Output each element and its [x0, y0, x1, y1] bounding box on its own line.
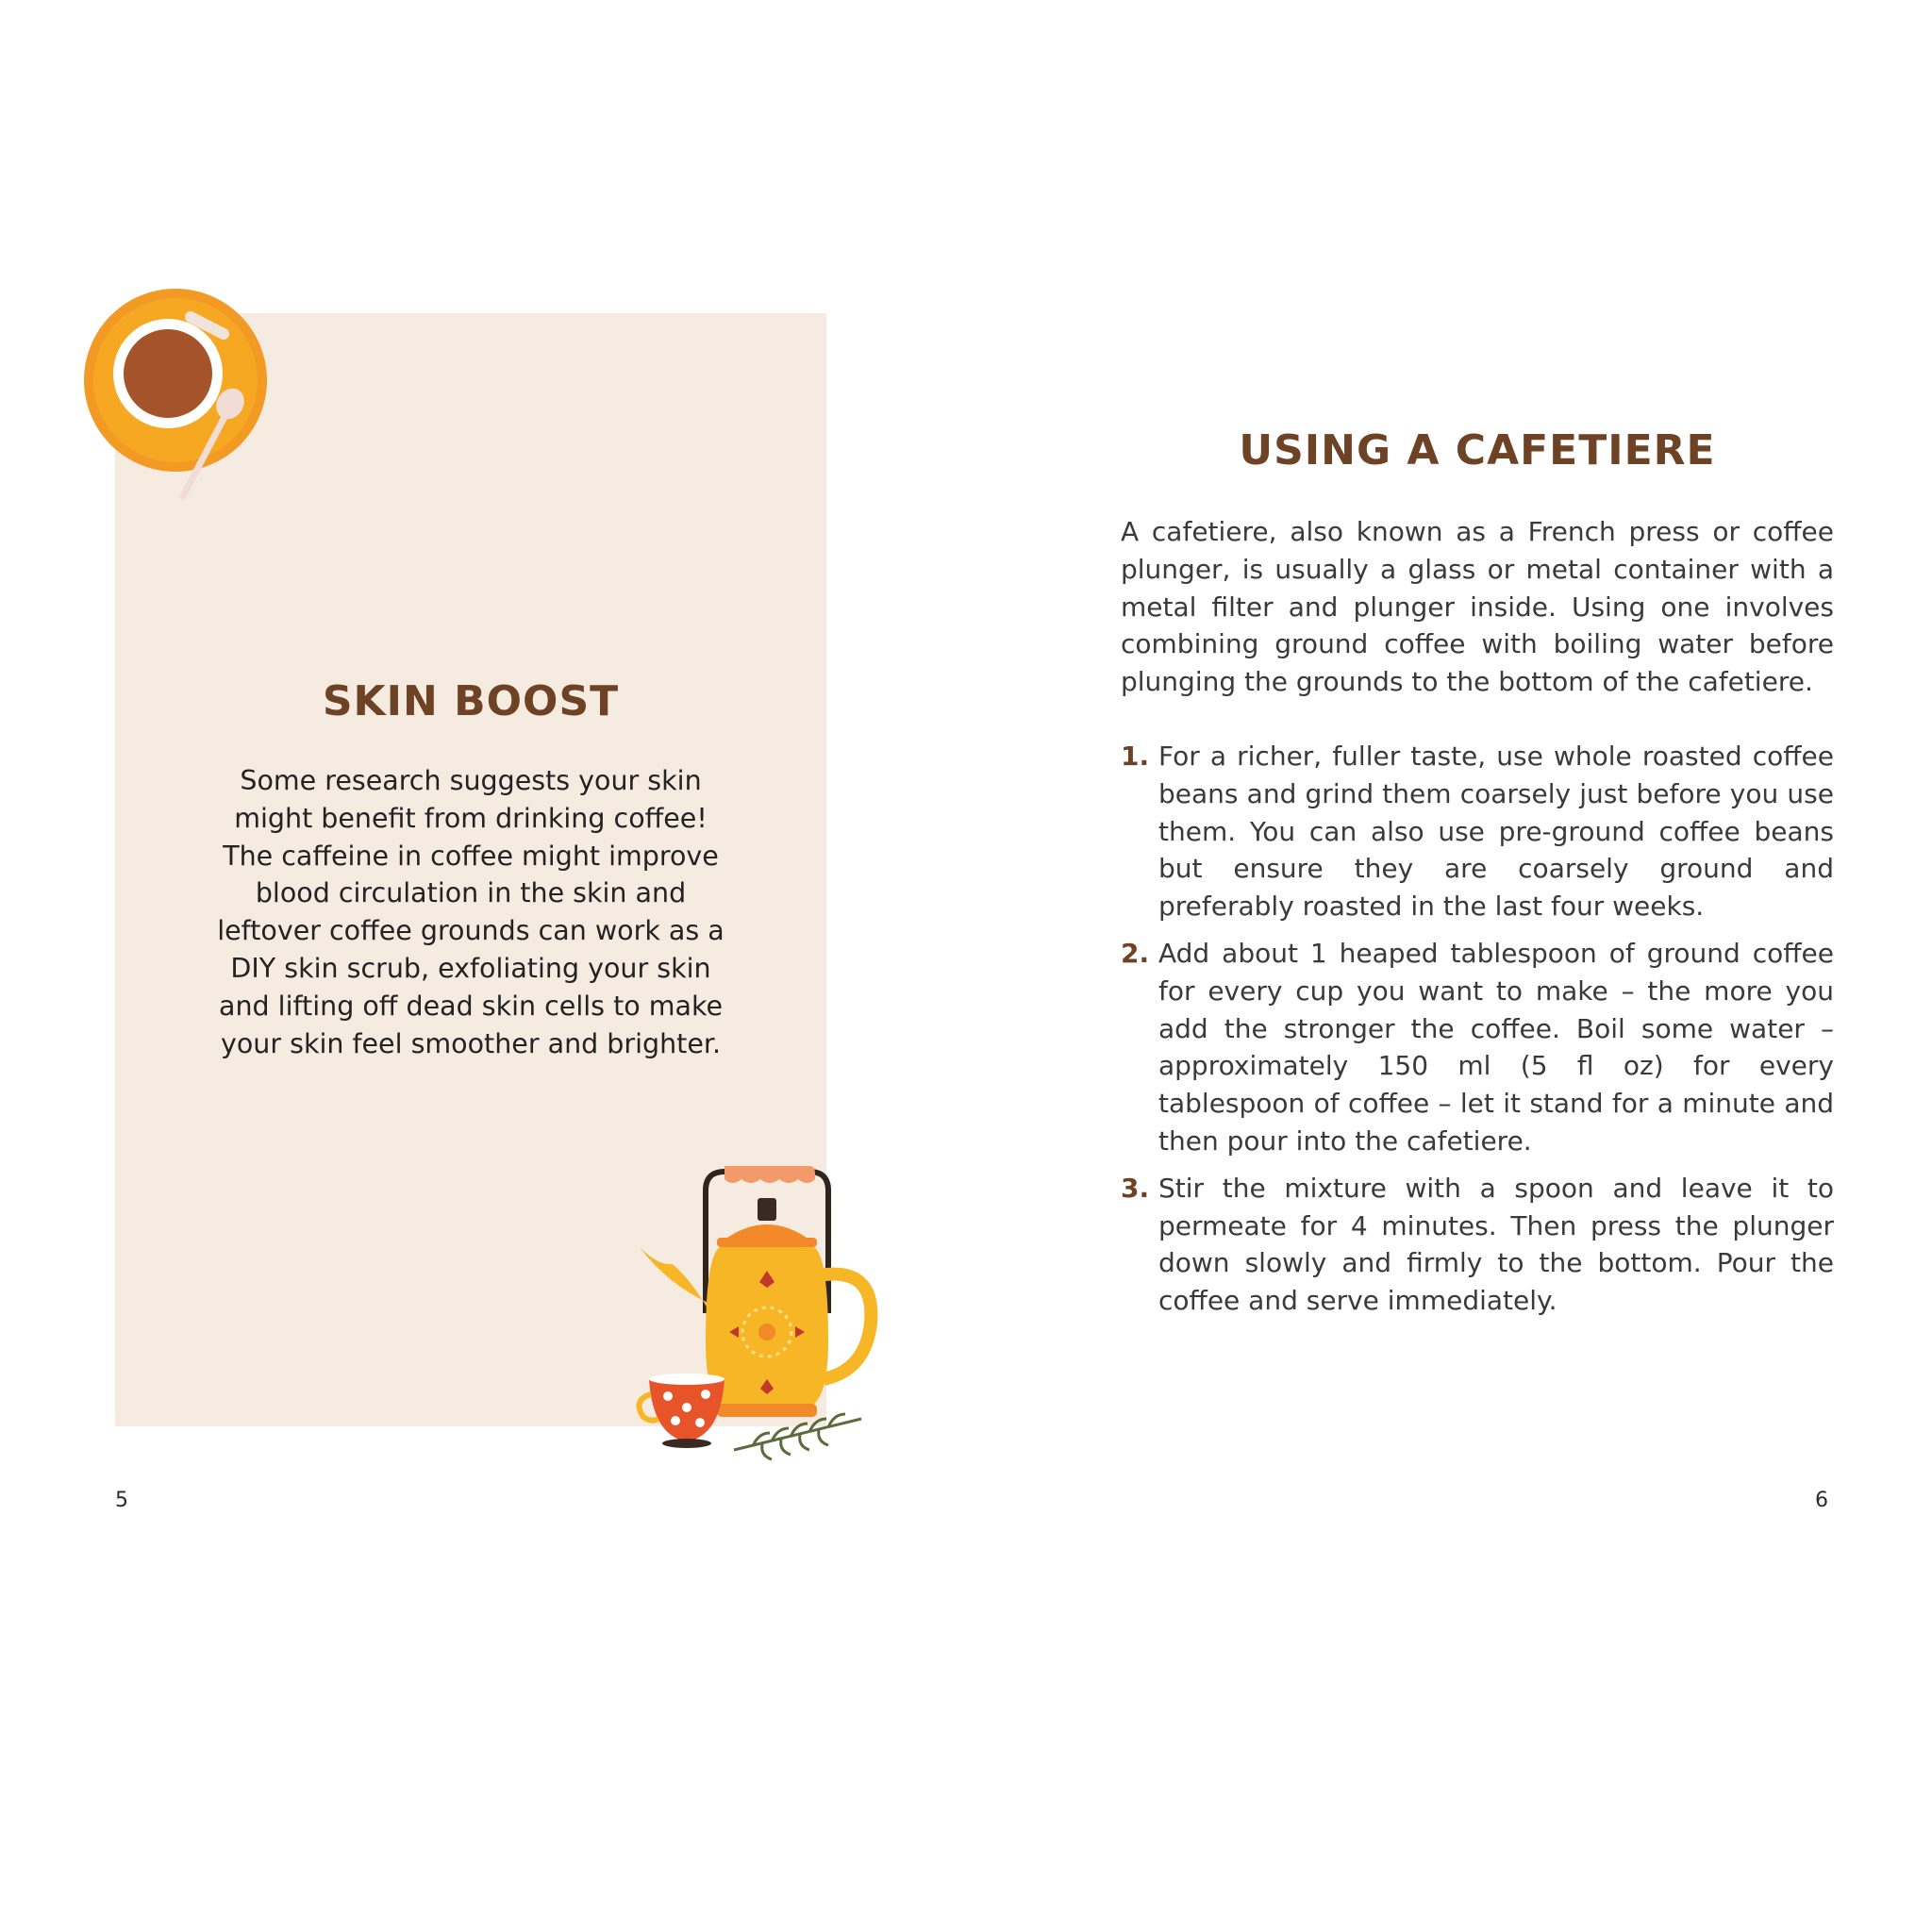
cafetiere-title: USING A CAFETIERE: [1239, 426, 1716, 475]
step-number: 1.: [1121, 741, 1150, 772]
step-number: 2.: [1121, 937, 1150, 969]
step-number: 3.: [1121, 1172, 1150, 1204]
step-item: [1121, 1170, 1834, 1320]
step-item: [1121, 738, 1834, 925]
step-text: Add about 1 heaped tablespoon of ground coffee for every cup you want to make – the more you add the stronger the coffee. Boil some water – approximately 150 ml (5 fl oz) for every tablespoon of coffee – let it stand for a minute and then pour into the cafetiere.: [1158, 937, 1834, 1157]
step-text: Stir the mixture with a spoon and leave it to permeate for 4 minutes. Then press the plunger down slowly and firmly to the bottom. Pour the coffee and serve immediately.: [1158, 1172, 1834, 1317]
cafetiere-intro: A cafetiere, also known as a French press or coffee plunger, is usually a glass or metal container with a metal filter and plunger inside. Using one involves combining ground coffee with boiling water before plunging the grounds to the bottom of the cafetiere.: [1121, 516, 1834, 698]
page-number-left: 5: [115, 1489, 128, 1512]
step-item: [1121, 935, 1834, 1160]
coffee-cup-icon: [77, 289, 275, 506]
teapot-icon: [630, 1153, 885, 1464]
skin-boost-body: Some research suggests your skin might benefit from drinking coffee! The caffeine in coffee might improve blood circulation in the skin and leftover coffee grounds can work as a DIY skin scrub, exfoliating your skin and lifting off dead skin cells to make your skin feel smoother and brighter.: [217, 765, 724, 1059]
page-number-right: 6: [1815, 1489, 1828, 1512]
cafetiere-steps: [1121, 738, 1834, 1329]
skin-boost-title: SKIN BOOST: [322, 677, 620, 725]
step-text: For a richer, fuller taste, use whole roasted coffee beans and grind them coarsely just before you use them. You can also use pre-ground coffee beans but ensure they are coarsely ground and preferably roasted in the last four weeks.: [1158, 741, 1834, 923]
